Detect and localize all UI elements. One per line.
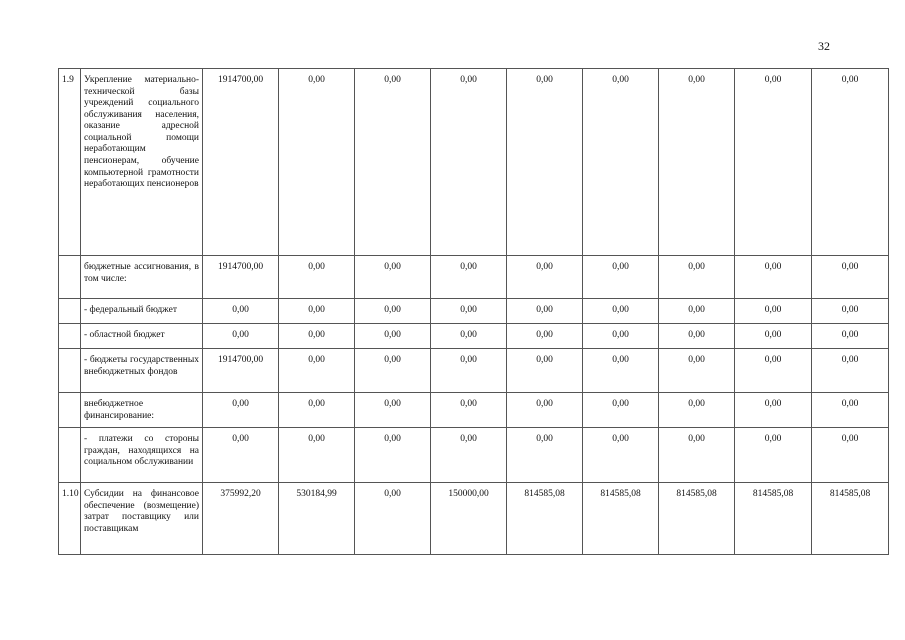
row-number: 1.10 <box>59 483 81 555</box>
row-number <box>59 393 81 428</box>
row-description: - областной бюджет <box>81 324 203 349</box>
value-cell: 0,00 <box>355 393 431 428</box>
value-cell: 0,00 <box>431 299 507 324</box>
table-row <box>59 428 889 483</box>
value-cell: 0,00 <box>507 299 583 324</box>
value-cell: 0,00 <box>735 324 812 349</box>
value-cell: 1914700,00 <box>203 69 279 256</box>
table-row <box>59 349 889 393</box>
value-cell: 0,00 <box>812 69 889 256</box>
value-cell: 814585,08 <box>507 483 583 555</box>
value-cell: 0,00 <box>355 324 431 349</box>
value-cell: 0,00 <box>583 393 659 428</box>
value-cell: 0,00 <box>659 349 735 393</box>
value-cell: 0,00 <box>355 256 431 299</box>
value-cell: 0,00 <box>355 69 431 256</box>
row-number <box>59 428 81 483</box>
value-cell: 814585,08 <box>735 483 812 555</box>
value-cell: 0,00 <box>507 256 583 299</box>
value-cell: 0,00 <box>812 299 889 324</box>
value-cell: 0,00 <box>735 428 812 483</box>
row-number <box>59 299 81 324</box>
value-cell: 0,00 <box>583 349 659 393</box>
row-number: 1.9 <box>59 69 81 256</box>
row-description: - бюджеты государственных внебюджетных фондов <box>81 349 203 393</box>
value-cell: 0,00 <box>735 69 812 256</box>
value-cell: 0,00 <box>812 349 889 393</box>
value-cell: 0,00 <box>812 393 889 428</box>
table-row <box>59 299 889 324</box>
value-cell: 150000,00 <box>431 483 507 555</box>
value-cell: 0,00 <box>507 324 583 349</box>
row-description: - платежи со стороны граждан, находящихся на социальном обслуживании <box>81 428 203 483</box>
value-cell: 0,00 <box>203 299 279 324</box>
value-cell: 0,00 <box>659 69 735 256</box>
value-cell: 0,00 <box>203 428 279 483</box>
value-cell: 0,00 <box>355 299 431 324</box>
value-cell: 0,00 <box>659 299 735 324</box>
row-description: Субсидии на финансовое обеспечение (возмещение) затрат поставщику или поставщикам <box>81 483 203 555</box>
value-cell: 0,00 <box>735 299 812 324</box>
value-cell: 0,00 <box>279 349 355 393</box>
value-cell: 0,00 <box>355 428 431 483</box>
value-cell: 0,00 <box>659 428 735 483</box>
value-cell: 0,00 <box>203 324 279 349</box>
row-number <box>59 349 81 393</box>
value-cell: 0,00 <box>507 69 583 256</box>
row-description: Укрепление материально-технической базы учреждений социального обслуживания населения, оказание адресной социальной помощи неработающим пенсионерам, обучение компьютерной грамотности неработающих пенсионеров <box>81 69 203 256</box>
table-row <box>59 393 889 428</box>
value-cell: 0,00 <box>507 428 583 483</box>
value-cell: 814585,08 <box>583 483 659 555</box>
value-cell: 0,00 <box>812 428 889 483</box>
value-cell: 0,00 <box>659 393 735 428</box>
value-cell: 375992,20 <box>203 483 279 555</box>
value-cell: 0,00 <box>279 428 355 483</box>
value-cell: 0,00 <box>431 69 507 256</box>
value-cell: 0,00 <box>203 393 279 428</box>
value-cell: 0,00 <box>431 393 507 428</box>
value-cell: 0,00 <box>279 324 355 349</box>
value-cell: 0,00 <box>659 324 735 349</box>
value-cell: 0,00 <box>279 299 355 324</box>
value-cell: 814585,08 <box>659 483 735 555</box>
value-cell: 0,00 <box>812 256 889 299</box>
value-cell: 530184,99 <box>279 483 355 555</box>
value-cell: 814585,08 <box>812 483 889 555</box>
table-row <box>59 256 889 299</box>
value-cell: 0,00 <box>431 428 507 483</box>
value-cell: 0,00 <box>279 256 355 299</box>
row-description: бюджетные ассигнования, в том числе: <box>81 256 203 299</box>
value-cell: 0,00 <box>583 299 659 324</box>
value-cell: 0,00 <box>431 324 507 349</box>
value-cell: 1914700,00 <box>203 349 279 393</box>
value-cell: 0,00 <box>355 349 431 393</box>
value-cell: 0,00 <box>507 393 583 428</box>
value-cell: 0,00 <box>431 349 507 393</box>
page-number: 32 <box>818 39 830 53</box>
value-cell: 0,00 <box>735 393 812 428</box>
value-cell: 0,00 <box>279 69 355 256</box>
value-cell: 0,00 <box>355 483 431 555</box>
value-cell: 0,00 <box>735 349 812 393</box>
value-cell: 0,00 <box>735 256 812 299</box>
value-cell: 0,00 <box>279 393 355 428</box>
value-cell: 1914700,00 <box>203 256 279 299</box>
table-row <box>59 69 889 256</box>
table-row <box>59 483 889 555</box>
row-number <box>59 324 81 349</box>
table-row <box>59 324 889 349</box>
value-cell: 0,00 <box>507 349 583 393</box>
value-cell: 0,00 <box>812 324 889 349</box>
value-cell: 0,00 <box>583 324 659 349</box>
budget-table <box>58 68 889 555</box>
row-description: - федеральный бюджет <box>81 299 203 324</box>
value-cell: 0,00 <box>659 256 735 299</box>
value-cell: 0,00 <box>583 256 659 299</box>
value-cell: 0,00 <box>583 428 659 483</box>
value-cell: 0,00 <box>583 69 659 256</box>
row-description: внебюджетное финансирование: <box>81 393 203 428</box>
row-number <box>59 256 81 299</box>
value-cell: 0,00 <box>431 256 507 299</box>
